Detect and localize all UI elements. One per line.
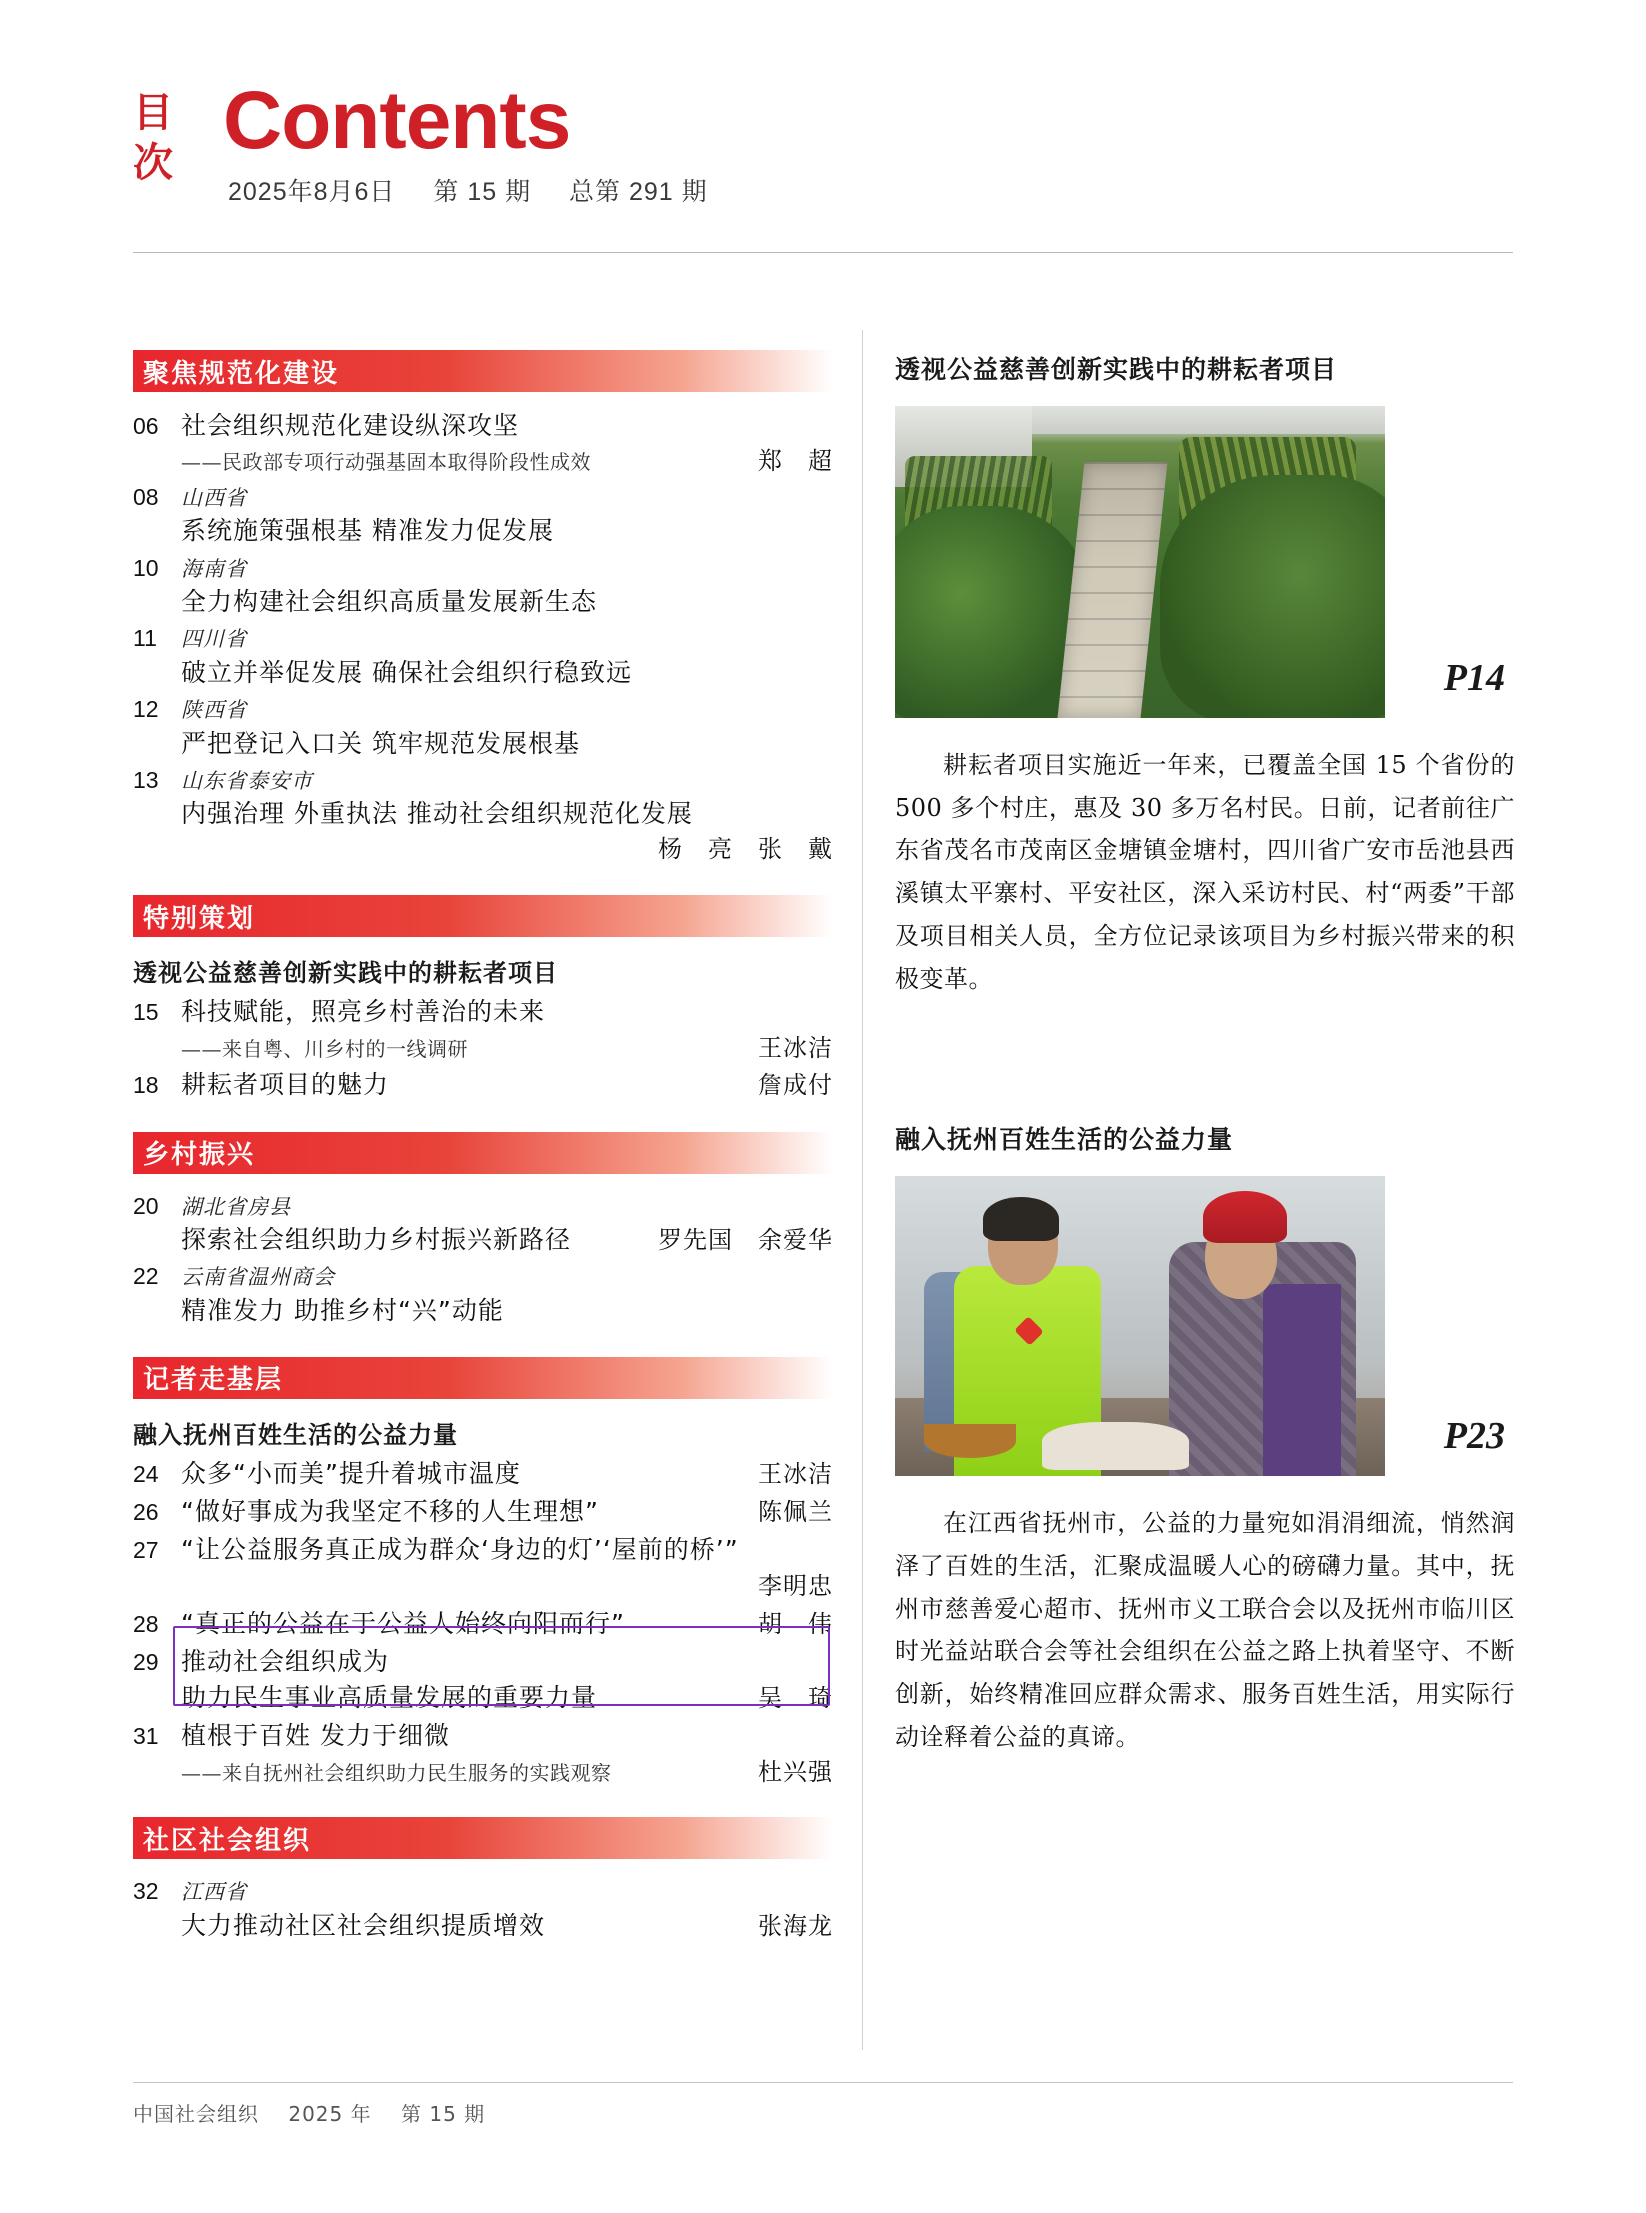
page-number: 10 bbox=[133, 554, 159, 581]
entry-title: 探索社会组织助力乡村振兴新路径 bbox=[181, 1225, 572, 1255]
entry-author: 李明忠 bbox=[758, 1571, 833, 1600]
entry-province: 云南省温州商会 bbox=[181, 1265, 335, 1290]
page-marker: P14 bbox=[1443, 657, 1505, 699]
page-number: 29 bbox=[133, 1648, 159, 1675]
toc-entry[interactable] bbox=[133, 1644, 833, 1717]
entry-author: 张海龙 bbox=[758, 1911, 833, 1940]
header-divider bbox=[133, 252, 1513, 253]
entry-author: 郑 超 bbox=[758, 447, 833, 476]
section-header-4 bbox=[133, 1357, 833, 1399]
section-title: 聚焦规范化建设 bbox=[143, 358, 340, 389]
toc-entry[interactable] bbox=[133, 1532, 833, 1603]
entry-author: 詹成付 bbox=[758, 1071, 833, 1100]
section-title: 记者走基层 bbox=[143, 1365, 284, 1396]
column-divider bbox=[862, 330, 863, 2050]
page-header bbox=[133, 75, 1513, 220]
feature-text: 在江西省抚州市，公益的力量宛如涓涓细流，悄然润泽了百姓的生活，汇聚成温暖人心的磅礴力量。其中，抚州市慈善爱心超市、抚州市义工联合会以及抚州市临川区时光益站联合会等社会组织在公益之路上执着坚守、不断创新，始终精准回应群众需求、服务百姓生活，用实际行动诠释着公益的真谛。 bbox=[895, 1509, 1515, 1751]
ci-character: 次 bbox=[133, 140, 173, 186]
entry-title: 破立并举促发展 确保社会组织行稳致远 bbox=[181, 657, 632, 687]
entry-author: 陈佩兰 bbox=[758, 1498, 833, 1527]
toc-entry[interactable] bbox=[133, 693, 833, 762]
page-number: 08 bbox=[133, 484, 159, 511]
entry-title: “做好事成为我坚定不移的人生理想” bbox=[181, 1497, 599, 1527]
contents-title: Contents bbox=[223, 75, 571, 166]
toc-entry[interactable] bbox=[133, 1606, 833, 1642]
page-number: 26 bbox=[133, 1499, 159, 1526]
entry-title: 科技赋能，照亮乡村善治的未来 bbox=[181, 997, 546, 1027]
entry-province: 陕西省 bbox=[181, 698, 247, 723]
page-number: 22 bbox=[133, 1263, 159, 1290]
entry-author: 罗先国 余爱华 bbox=[658, 1226, 833, 1255]
entry-title: 众多“小而美”提升着城市温度 bbox=[181, 1458, 521, 1488]
toc-entry[interactable] bbox=[133, 408, 833, 479]
page-marker: P23 bbox=[1443, 1415, 1505, 1458]
page-number: 20 bbox=[133, 1192, 159, 1219]
issue-total: 总第 291 期 bbox=[569, 178, 708, 206]
footer-issue: 第 15 期 bbox=[400, 2102, 486, 2126]
page-number: 32 bbox=[133, 1878, 159, 1905]
page-footer bbox=[133, 2098, 507, 2127]
footer-divider bbox=[133, 2082, 1513, 2083]
toc-entry-highlighted[interactable] bbox=[133, 1718, 833, 1789]
toc-entry[interactable] bbox=[133, 622, 833, 691]
toc-entry[interactable] bbox=[133, 1875, 833, 1944]
page-number: 13 bbox=[133, 766, 159, 793]
feature-photo-volunteer bbox=[895, 1176, 1385, 1476]
toc-entry[interactable] bbox=[133, 994, 833, 1065]
entry-subtitle: ——来自粤、川乡村的一线调研 bbox=[181, 1036, 468, 1061]
entry-subtitle: ——来自抚州社会组织助力民生服务的实践观察 bbox=[181, 1760, 612, 1785]
entry-title: 全力构建社会组织高质量发展新生态 bbox=[181, 587, 598, 617]
entry-title: “真正的公益在于公益人始终向阳而行” bbox=[181, 1608, 625, 1638]
section-header-5 bbox=[133, 1817, 833, 1859]
toc-entry[interactable] bbox=[133, 764, 833, 867]
entry-title: 推动社会组织成为 bbox=[181, 1646, 390, 1676]
entry-title-line2: 助力民生事业高质量发展的重要力量 bbox=[181, 1683, 598, 1712]
entry-author: 王冰洁 bbox=[758, 1459, 833, 1488]
entry-title: 大力推动社区社会组织提质增效 bbox=[181, 1910, 546, 1940]
entry-province: 海南省 bbox=[181, 556, 247, 581]
mu-character: 目 bbox=[133, 90, 173, 136]
toc-entry[interactable] bbox=[133, 481, 833, 550]
page-number: 28 bbox=[133, 1610, 159, 1637]
entry-title: “让公益服务真正成为群众‘身边的灯’‘屋前的桥’” bbox=[181, 1535, 739, 1565]
feature-column bbox=[895, 350, 1515, 1759]
footer-publication: 中国社会组织 bbox=[133, 2102, 259, 2126]
page-number: 12 bbox=[133, 696, 159, 723]
section-header-1 bbox=[133, 350, 833, 392]
mu-ci-logo bbox=[133, 88, 207, 188]
entry-author: 王冰洁 bbox=[758, 1033, 833, 1062]
entry-title: 社会组织规范化建设纵深攻坚 bbox=[181, 411, 520, 440]
feature-title: 融入抚州百姓生活的公益力量 bbox=[895, 1125, 1234, 1155]
feature-photo-garden bbox=[895, 406, 1385, 718]
entry-province: 山东省泰安市 bbox=[181, 768, 313, 793]
entry-province: 湖北省房县 bbox=[181, 1194, 291, 1219]
feature-photo-block bbox=[895, 1176, 1515, 1476]
feature-photo-block bbox=[895, 406, 1515, 718]
feature-text: 耕耘者项目实施近一年来，已覆盖全国 15 个省份的 500 多个村庄，惠及 30 多万名村民。日前，记者前往广东省茂名市茂南区金塘镇金塘村，四川省广安市岳池县西溪镇太平寨村、平安社区，深入采访村民、村“两委”干部及项目相关人员，全方位记录该项目为乡村振兴带来的积极变革。 bbox=[895, 751, 1515, 993]
toc-entry[interactable] bbox=[133, 1190, 833, 1259]
toc-entry[interactable] bbox=[133, 1494, 833, 1530]
footer-year: 2025 年 bbox=[288, 2102, 372, 2126]
section-group-title: 透视公益慈善创新实践中的耕耘者项目 bbox=[133, 959, 558, 988]
issue-number: 第 15 期 bbox=[433, 178, 532, 206]
page-number: 31 bbox=[133, 1723, 159, 1750]
toc-entry[interactable] bbox=[133, 1456, 833, 1492]
toc-entry[interactable] bbox=[133, 1260, 833, 1329]
section-title: 社区社会组织 bbox=[143, 1825, 312, 1856]
entry-author: 吴 琦 bbox=[758, 1684, 833, 1712]
table-of-contents bbox=[133, 350, 833, 1946]
page-number: 06 bbox=[133, 413, 159, 439]
entry-title: 内强治理 外重执法 推动社会组织规范化发展 bbox=[181, 799, 693, 829]
toc-entry[interactable] bbox=[133, 1067, 833, 1103]
page-number: 11 bbox=[133, 625, 157, 652]
entry-province: 江西省 bbox=[181, 1880, 247, 1905]
entry-province: 四川省 bbox=[181, 627, 247, 652]
feature-2 bbox=[895, 1120, 1515, 1758]
section-header-3 bbox=[133, 1132, 833, 1174]
toc-entry[interactable] bbox=[133, 552, 833, 621]
entry-author: 胡 伟 bbox=[758, 1609, 833, 1638]
entry-author: 杨 亮 张 戴 bbox=[658, 835, 833, 864]
section-header-2 bbox=[133, 895, 833, 937]
feature-title: 透视公益慈善创新实践中的耕耘者项目 bbox=[895, 355, 1338, 384]
section-group-title: 融入抚州百姓生活的公益力量 bbox=[133, 1420, 458, 1449]
issue-line bbox=[228, 172, 738, 208]
page-number: 24 bbox=[133, 1460, 159, 1487]
entry-title: 耕耘者项目的魅力 bbox=[181, 1070, 390, 1100]
issue-date: 2025年8月6日 bbox=[228, 178, 396, 206]
entry-province: 山西省 bbox=[181, 486, 247, 511]
entry-title: 精准发力 助推乡村“兴”动能 bbox=[181, 1295, 504, 1325]
entry-subtitle: ——民政部专项行动强基固本取得阶段性成效 bbox=[181, 450, 591, 475]
section-title: 特别策划 bbox=[143, 903, 256, 934]
entry-author: 杜兴强 bbox=[758, 1757, 833, 1786]
page-number: 27 bbox=[133, 1537, 159, 1564]
entry-title: 植根于百姓 发力于细微 bbox=[181, 1721, 450, 1751]
section-title: 乡村振兴 bbox=[143, 1140, 256, 1171]
feature-1 bbox=[895, 350, 1515, 1000]
entry-title: 系统施策强根基 精准发力促发展 bbox=[181, 516, 554, 546]
page-number: 15 bbox=[133, 999, 159, 1026]
entry-title: 严把登记入口关 筑牢规范发展根基 bbox=[181, 728, 580, 758]
page-number: 18 bbox=[133, 1072, 159, 1099]
